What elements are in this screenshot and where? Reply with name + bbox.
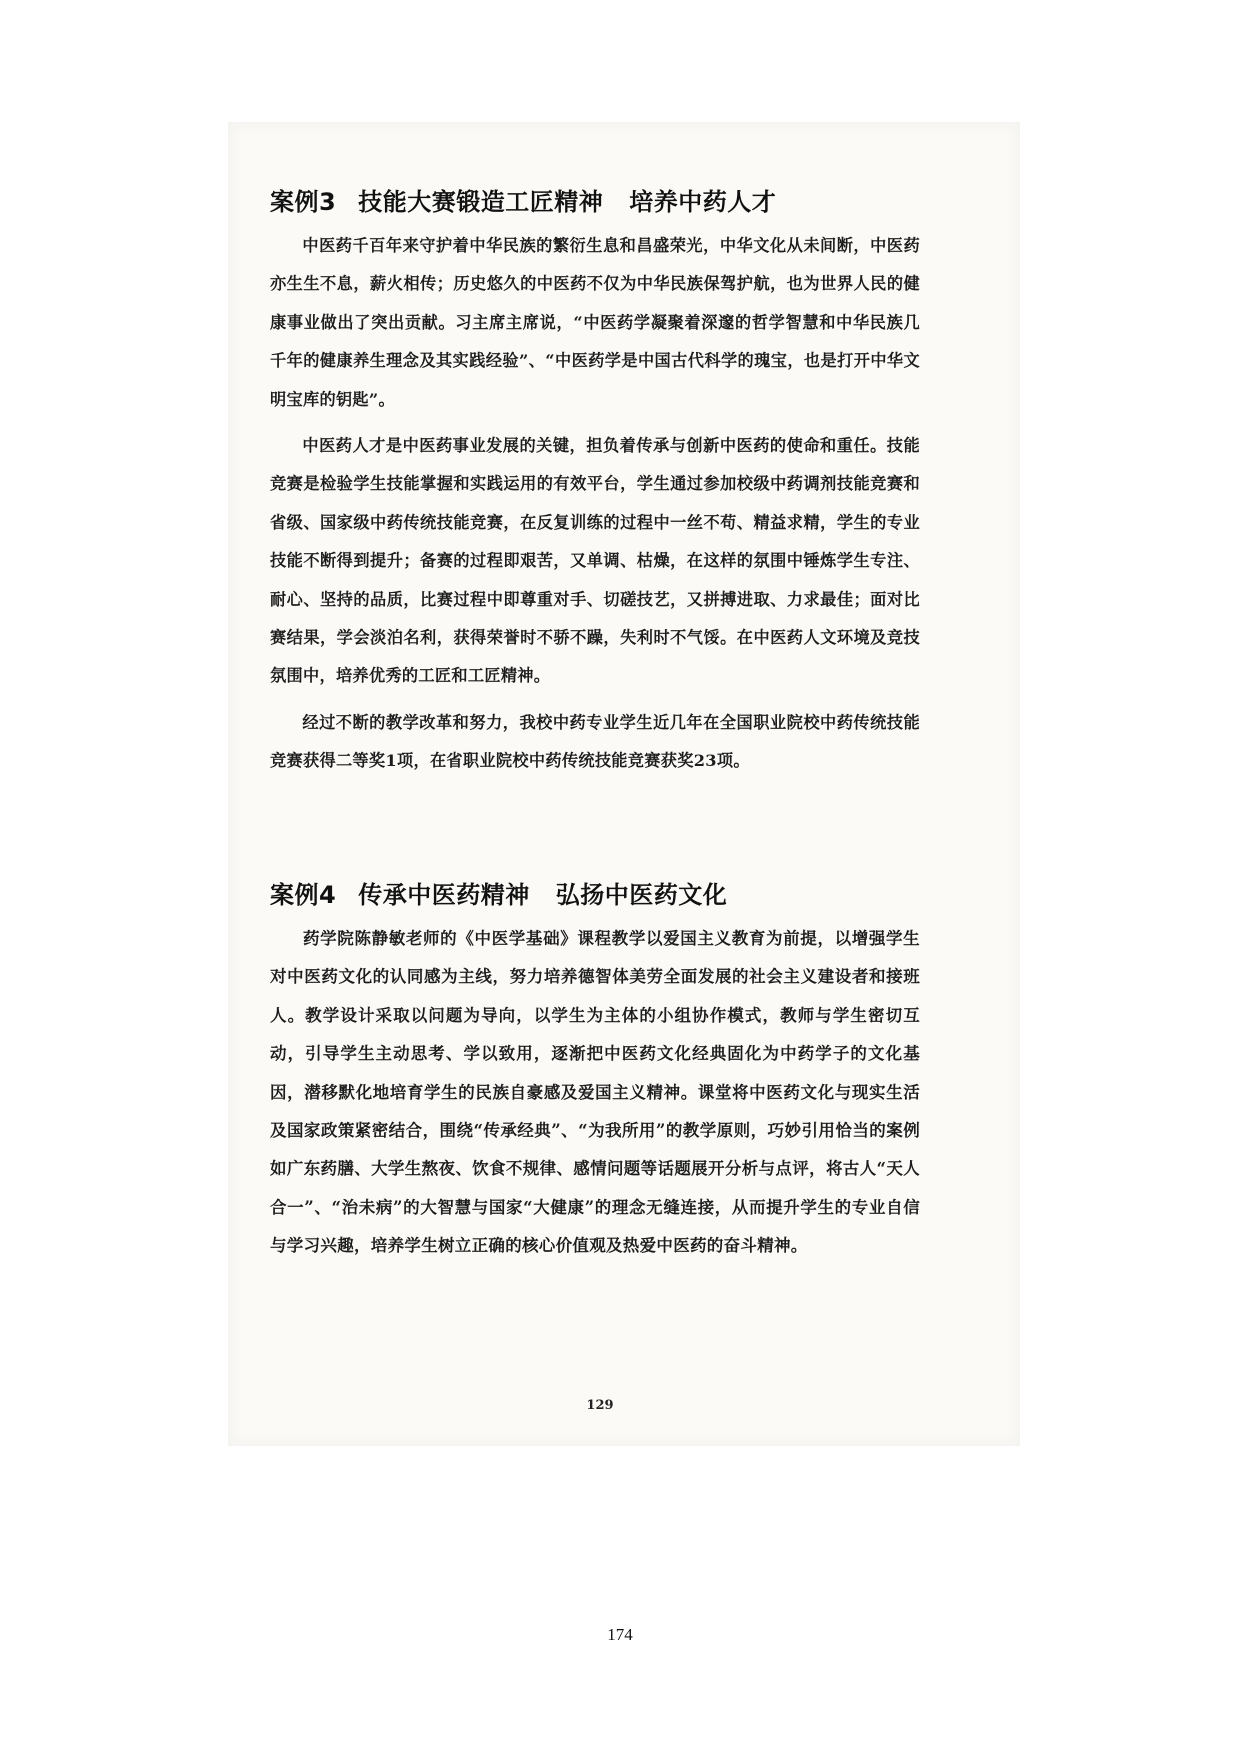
case-4-number: 案例4 <box>270 881 337 909</box>
page-number: 174 <box>607 1625 633 1644</box>
case-3-paragraph-1: 中医药千百年来守护着中华民族的繁衍生息和昌盛荣光，中华文化从未间断，中医药亦生生不息，薪火相传；历史悠久的中医药不仅为中华民族保驾护航，也为世界人民的健康事业做出了突出贡献。习主席主席说，“中医药学凝聚着深邃的哲学智慧和中华民族几千年的健康养生理念及其实践经验”、“中医药学是中国古代科学的瑰宝，也是打开中华文明宝库的钥匙”。 <box>270 236 920 409</box>
case-4-section <box>270 875 920 1274</box>
case-3-title <box>270 182 920 217</box>
inner-page-number: 129 <box>586 1398 614 1413</box>
case-3-paragraph-3: 经过不断的教学改革和努力，我校中药专业学生近几年在全国职业院校中药传统技能竞赛获得二等奖1项，在省职业院校中药传统技能竞赛获奖23项。 <box>270 712 920 771</box>
case-3-paragraph-2: 中医药人才是中医药事业发展的关键，担负着传承与创新中医药的使命和重任。技能竞赛是检验学生技能掌握和实践运用的有效平台，学生通过参加校级中药调剂技能竞赛和省级、国家级中药传统技能竞赛，在反复训练的过程中一丝不苟、精益求精，学生的专业技能不断得到提升；备赛的过程即艰苦，又单调、枯燥，在这样的氛围中锤炼学生专注、耐心、坚持的品质，比赛过程中即尊重对手、切磋技艺，又拼搏进取、力求最佳；面对比赛结果，学会淡泊名利，获得荣誉时不骄不躁，失利时不气馁。在中医药人文环境及竞技氛围中，培养优秀的工匠和工匠精神。 <box>270 436 920 686</box>
case-3-number: 案例3 <box>270 188 337 216</box>
case-3-section <box>270 182 920 789</box>
case-3-title-part2: 培养中药人才 <box>629 188 777 216</box>
case-4-title-part2: 弘扬中医药文化 <box>555 881 728 909</box>
case-4-paragraph-1: 药学院陈静敏老师的《中医学基础》课程教学以爱国主义教育为前提，以增强学生对中医药文化的认同感为主线，努力培养德智体美劳全面发展的社会主义建设者和接班人。教学设计采取以问题为导向，以学生为主体的小组协作模式，教师与学生密切互动，引导学生主动思考、学以致用，逐渐把中医药文化经典固化为中药学子的文化基因，潜移默化地培育学生的民族自豪感及爱国主义精神。课堂将中医药文化与现实生活及国家政策紧密结合，围绕“传承经典”、“为我所用”的教学原则，巧妙引用恰当的案例如广东药膳、大学生熬夜、饮食不规律、感情问题等话题展开分析与点评，将古人“天人合一”、“治未病”的大智慧与国家“大健康”的理念无缝连接，从而提升学生的专业自信与学习兴趣，培养学生树立正确的核心价值观及热爱中医药的奋斗精神。 <box>270 929 920 1256</box>
case-4-title <box>270 875 920 910</box>
case-4-title-part1: 传承中医药精神 <box>358 881 530 909</box>
case-3-title-part1: 技能大赛锻造工匠精神 <box>358 188 604 216</box>
